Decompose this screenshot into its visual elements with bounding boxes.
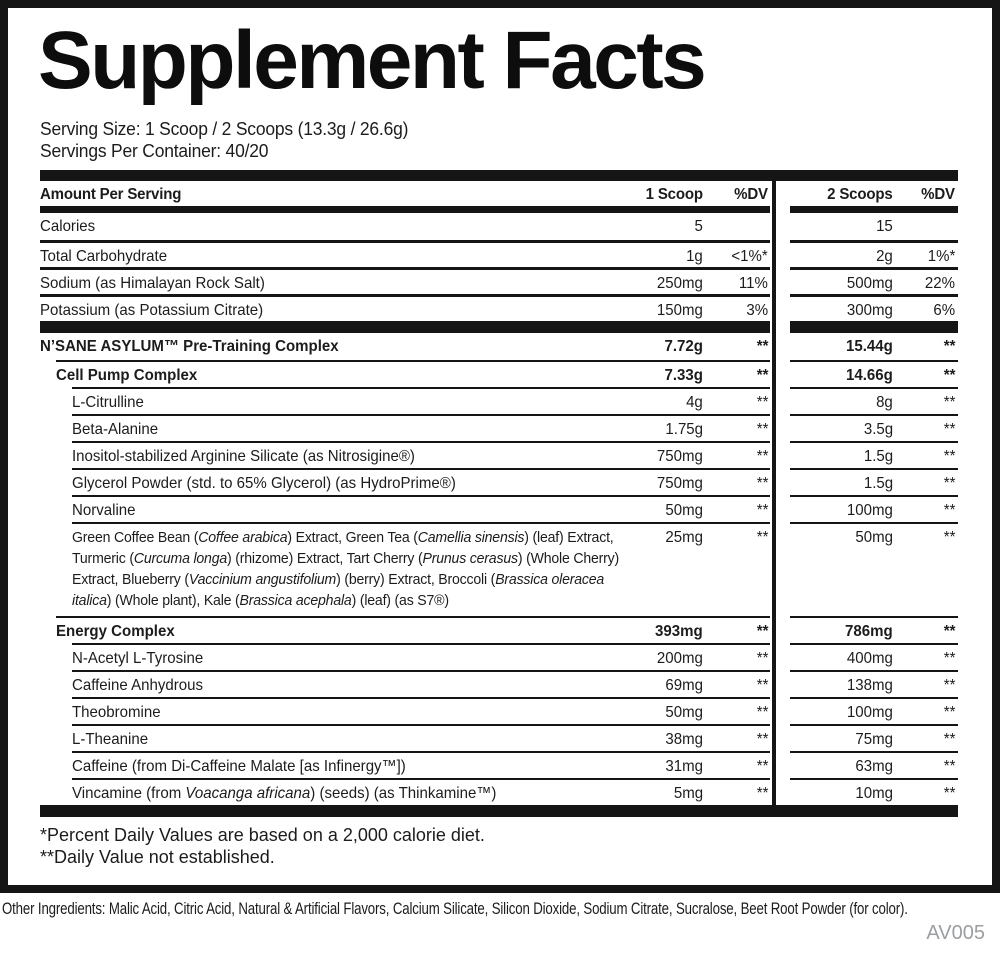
table-row xyxy=(40,240,958,267)
page-title: Supplement Facts xyxy=(38,15,705,106)
table-row xyxy=(40,333,958,360)
facts-table xyxy=(40,170,958,817)
dv-2-scoops: ** xyxy=(896,616,958,643)
amount-1-scoop: 4g xyxy=(615,387,705,414)
table-row xyxy=(72,468,958,495)
amount-1-scoop: 150mg xyxy=(615,294,705,321)
amount-2-scoops: 1.5g xyxy=(790,468,896,495)
amount-2-scoops: 400mg xyxy=(790,643,896,670)
amount-1-scoop: 250mg xyxy=(615,267,705,294)
dv-2-scoops: ** xyxy=(896,643,958,670)
amount-2-scoops: 100mg xyxy=(790,697,896,724)
table-row xyxy=(72,724,958,751)
amount-2-scoops: 1.5g xyxy=(790,441,896,468)
dv-2-scoops: ** xyxy=(896,522,958,611)
table-row xyxy=(72,670,958,697)
ingredient-name: Vincamine (from Voacanga africana) (seeds) (as Thinkamine™) xyxy=(72,778,615,805)
dv-1-scoop: ** xyxy=(705,495,770,522)
ingredient-name: N-Acetyl L-Tyrosine xyxy=(72,643,615,670)
column-header-2-scoops: 2 Scoops xyxy=(827,186,893,203)
table-row xyxy=(72,778,958,805)
column-header-amount-per-serving: Amount Per Serving xyxy=(40,186,182,203)
ingredient-name: L-Citrulline xyxy=(72,387,615,414)
dv-2-scoops: ** xyxy=(896,495,958,522)
amount-2-scoops: 138mg xyxy=(790,670,896,697)
amount-1-scoop: 69mg xyxy=(615,670,705,697)
table-row xyxy=(72,522,958,616)
amount-2-scoops: 786mg xyxy=(790,616,896,643)
ingredient-name: Inositol-stabilized Arginine Silicate (as Nitrosigine®) xyxy=(72,441,615,468)
other-ingredients: Other Ingredients: Malic Acid, Citric Acid, Natural & Artificial Flavors, Calcium Silicate, Silicon Dioxide, Sodium Citrate, Sucralose, Beet Root Powder (for color). xyxy=(2,899,908,918)
dv-2-scoops: ** xyxy=(896,697,958,724)
table-header-row xyxy=(40,181,958,206)
ingredient-name: Beta-Alanine xyxy=(72,414,615,441)
dv-1-scoop: ** xyxy=(756,338,768,355)
table-row xyxy=(72,697,958,724)
table-body xyxy=(40,213,958,805)
table-row xyxy=(72,387,958,414)
dv-1-scoop: ** xyxy=(705,616,770,643)
amount-2-scoops: 300mg xyxy=(790,294,896,321)
dv-2-scoops: ** xyxy=(896,414,958,441)
dv-1-scoop: ** xyxy=(705,751,770,778)
amount-1-scoop: 5mg xyxy=(615,778,705,805)
dv-2-scoops: ** xyxy=(896,468,958,495)
dv-1-scoop: ** xyxy=(705,468,770,495)
dv-1-scoop: ** xyxy=(705,670,770,697)
dv-1-scoop: ** xyxy=(705,643,770,670)
table-row xyxy=(72,643,958,670)
table-row xyxy=(72,414,958,441)
dv-2-scoops: ** xyxy=(896,360,958,387)
amount-1-scoop: 393mg xyxy=(615,616,705,643)
ingredient-name: Potassium (as Potassium Citrate) xyxy=(40,294,615,321)
table-row xyxy=(72,441,958,468)
amount-2-scoops: 8g xyxy=(790,387,896,414)
table-row xyxy=(56,360,958,387)
ingredient-name: Green Coffee Bean (Coffee arabica) Extract, Green Tea (Camellia sinensis) (leaf) Extract, Turmeric (Curcuma longa) (rhizome) Extract, Tart Cherry (Prunus cerasus) (Whole Cherry) Extract, Blueberry (Vaccinium angustifolium) (berry) Extract, Broccoli (Brassica oleracea italica) (Whole plant), Kale (Brassica acephala) (leaf) (as S7®) xyxy=(72,522,615,611)
amount-1-scoop: 7.33g xyxy=(615,360,705,387)
dv-1-scoop: 3% xyxy=(705,294,770,321)
amount-1-scoop: 31mg xyxy=(615,751,705,778)
ingredient-name: Caffeine (from Di-Caffeine Malate [as Infinergy™]) xyxy=(72,751,615,778)
dv-2-scoops: 1%* xyxy=(896,240,958,267)
amount-2-scoops: 2g xyxy=(790,240,896,267)
amount-2-scoops: 14.66g xyxy=(790,360,896,387)
table-row xyxy=(40,213,958,240)
amount-1-scoop: 50mg xyxy=(615,495,705,522)
ingredient-name: Cell Pump Complex xyxy=(56,360,615,387)
dv-2-scoops: ** xyxy=(896,751,958,778)
dv-1-scoop: ** xyxy=(705,697,770,724)
dv-2-scoops: ** xyxy=(896,387,958,414)
ingredient-name: Theobromine xyxy=(72,697,615,724)
ingredient-name: Glycerol Powder (std. to 65% Glycerol) (as HydroPrime®) xyxy=(72,468,615,495)
ingredient-name: Total Carbohydrate xyxy=(40,240,615,267)
dv-1-scoop: <1%* xyxy=(705,240,770,267)
dv-1-scoop xyxy=(705,213,770,240)
column-header-1-scoop: 1 Scoop xyxy=(645,186,703,203)
dv-1-scoop: ** xyxy=(705,414,770,441)
table-row xyxy=(72,495,958,522)
dv-1-scoop: ** xyxy=(705,778,770,805)
serving-info xyxy=(40,118,992,162)
ingredient-name: Caffeine Anhydrous xyxy=(72,670,615,697)
table-row xyxy=(40,267,958,294)
amount-1-scoop: 25mg xyxy=(615,522,705,611)
table-row xyxy=(72,751,958,778)
amount-1-scoop: 38mg xyxy=(615,724,705,751)
ingredient-name: Sodium (as Himalayan Rock Salt) xyxy=(40,267,615,294)
dv-2-scoops: ** xyxy=(896,778,958,805)
dv-2-scoops xyxy=(896,213,958,240)
section-divider-bar xyxy=(40,321,958,333)
amount-1-scoop: 5 xyxy=(694,218,703,235)
dv-2-scoops: ** xyxy=(896,441,958,468)
amount-2-scoops: 15.44g xyxy=(846,338,893,355)
footnote-percent-dv: *Percent Daily Values are based on a 2,000 calorie diet. xyxy=(40,825,485,845)
servings-per-container: Servings Per Container: 40/20 xyxy=(40,141,269,161)
dv-1-scoop: 11% xyxy=(705,267,770,294)
amount-1-scoop: 7.72g xyxy=(664,338,703,355)
dv-1-scoop: ** xyxy=(705,360,770,387)
ingredient-name: N’SANE ASYLUM™ Pre-Training Complex xyxy=(40,338,339,355)
amount-2-scoops: 500mg xyxy=(790,267,896,294)
amount-2-scoops: 3.5g xyxy=(790,414,896,441)
column-divider xyxy=(772,181,776,805)
table-row xyxy=(56,616,958,643)
table-top-bar xyxy=(40,170,958,181)
dv-2-scoops: ** xyxy=(896,724,958,751)
ingredient-name: L-Theanine xyxy=(72,724,615,751)
ingredient-name: Energy Complex xyxy=(56,616,615,643)
amount-2-scoops: 63mg xyxy=(790,751,896,778)
amount-2-scoops: 10mg xyxy=(790,778,896,805)
dv-2-scoops: 6% xyxy=(896,294,958,321)
serving-size: Serving Size: 1 Scoop / 2 Scoops (13.3g / 26.6g) xyxy=(40,119,409,139)
dv-1-scoop: ** xyxy=(705,441,770,468)
amount-1-scoop: 750mg xyxy=(615,441,705,468)
footnote-not-established: **Daily Value not established. xyxy=(40,847,275,867)
dv-2-scoops: ** xyxy=(943,338,955,355)
header-underline-bar xyxy=(40,206,958,213)
dv-1-scoop: ** xyxy=(705,724,770,751)
amount-2-scoops: 75mg xyxy=(790,724,896,751)
product-code: AV005 xyxy=(926,922,985,944)
amount-1-scoop: 750mg xyxy=(615,468,705,495)
amount-1-scoop: 200mg xyxy=(615,643,705,670)
amount-1-scoop: 50mg xyxy=(615,697,705,724)
table-bottom-bar xyxy=(40,805,958,817)
footnotes xyxy=(40,824,992,868)
amount-1-scoop: 1g xyxy=(615,240,705,267)
table-row xyxy=(40,294,958,321)
amount-1-scoop: 1.75g xyxy=(615,414,705,441)
column-header-dv-2: %DV xyxy=(921,186,955,203)
amount-2-scoops: 100mg xyxy=(790,495,896,522)
dv-2-scoops: ** xyxy=(896,670,958,697)
dv-1-scoop: ** xyxy=(705,387,770,414)
column-header-dv-1: %DV xyxy=(734,186,768,203)
amount-2-scoops: 15 xyxy=(876,218,893,235)
amount-2-scoops: 50mg xyxy=(790,522,896,611)
ingredient-name: Norvaline xyxy=(72,495,615,522)
dv-1-scoop: ** xyxy=(705,522,770,611)
dv-2-scoops: 22% xyxy=(896,267,958,294)
ingredient-name: Calories xyxy=(40,218,96,235)
